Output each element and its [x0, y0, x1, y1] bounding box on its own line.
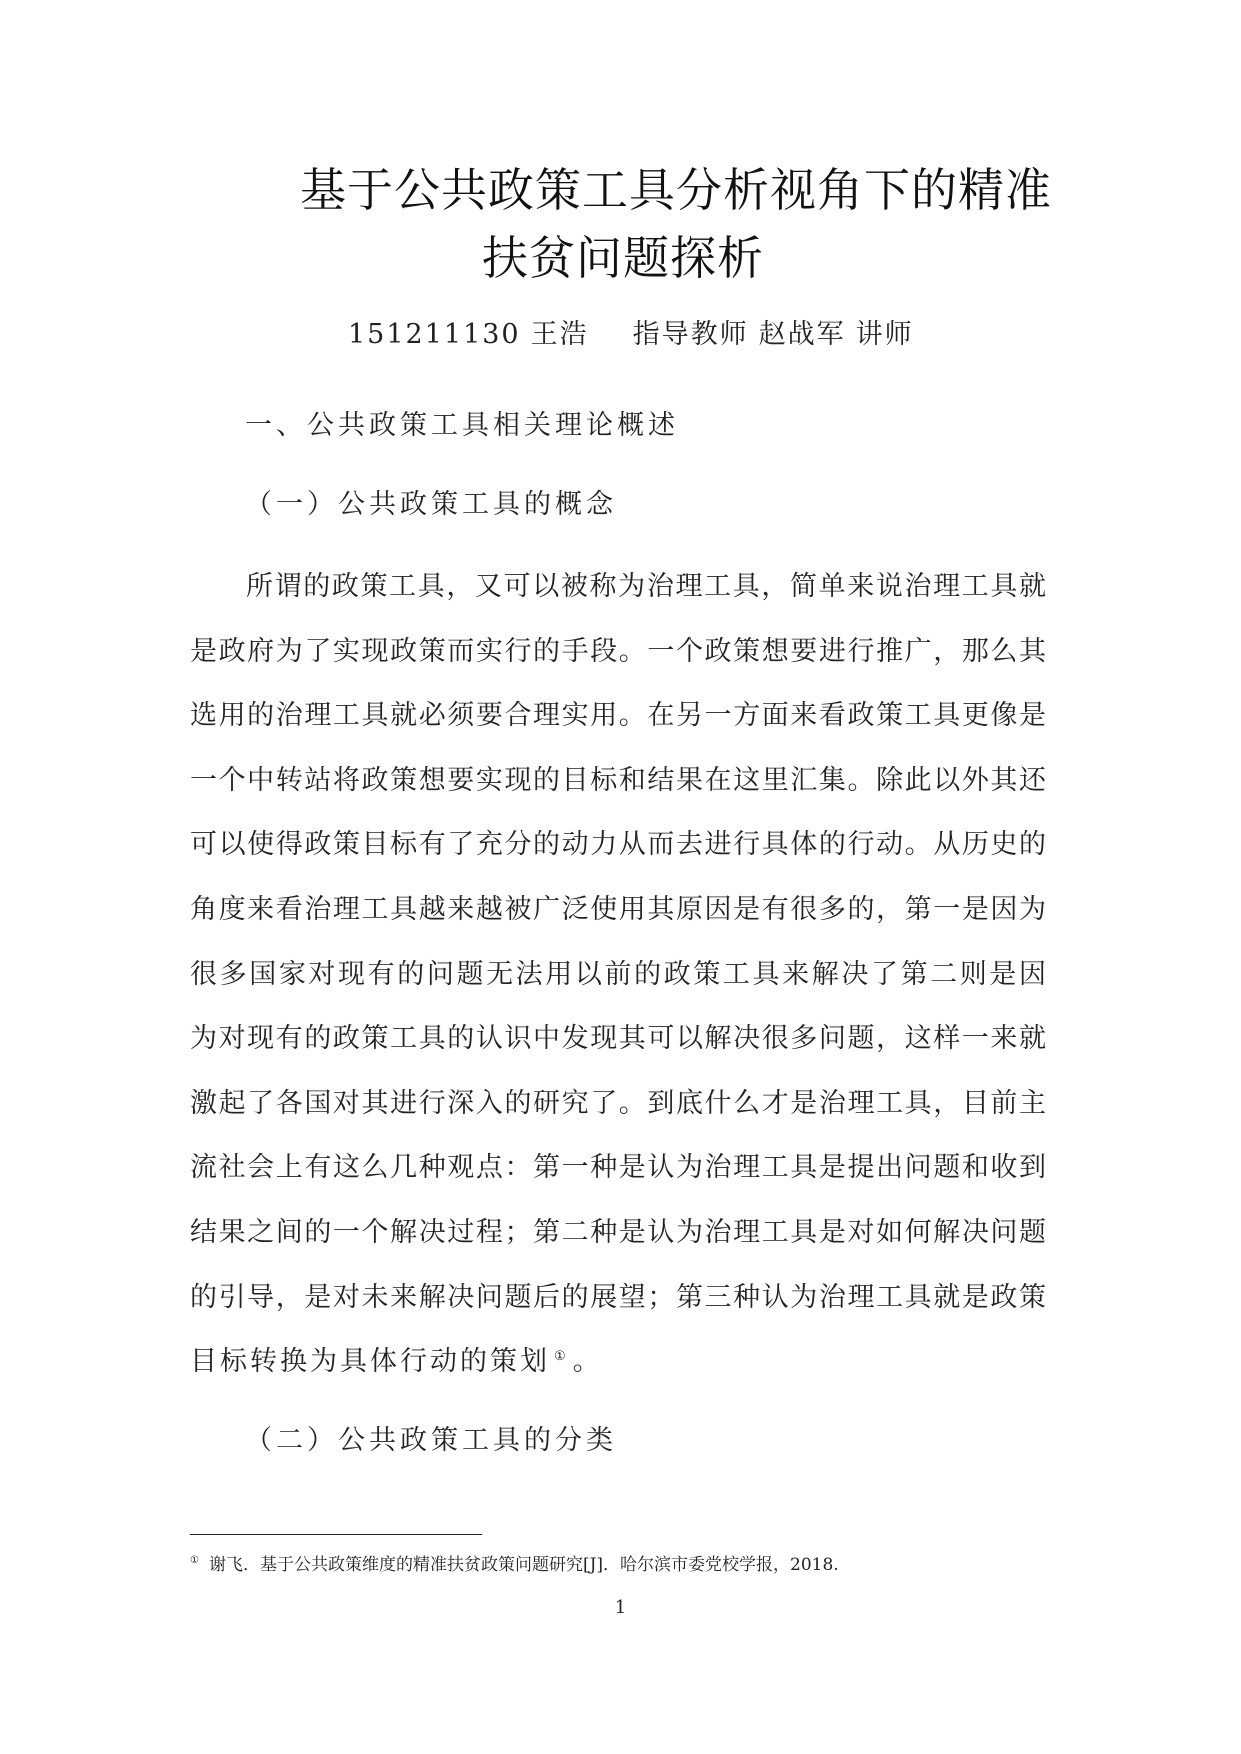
advisor-title: 讲师	[855, 319, 914, 350]
paragraph-line: 所谓的政策工具，又可以被称为治理工具，简单来说治理工具就	[246, 571, 1046, 602]
paragraph-line-text: 目标转换为具体行动的策划	[190, 1346, 550, 1378]
section-heading-1: 一、公共政策工具相关理论概述	[245, 410, 679, 441]
footnote-reference[interactable]: ①	[554, 1349, 569, 1365]
paragraph-line: 结果之间的一个解决过程；第二种是认为治理工具是对如何解决问题	[190, 1216, 1046, 1248]
advisor-label: 指导教师	[632, 319, 749, 350]
paragraph-line: 角度来看治理工具越来越被广泛使用其原因是有很多的，第一是因为	[190, 893, 1046, 925]
paragraph-line: 为对现有的政策工具的认识中发现其可以解决很多问题，这样一来就	[190, 1023, 1046, 1055]
subsection-heading-2: （二）公共政策工具的分类	[245, 1425, 617, 1456]
footnote-divider	[190, 1534, 482, 1535]
document-title-line-2: 扶贫问题探析	[482, 231, 764, 285]
document-title-line-1: 基于公共政策工具分析视角下的精准	[300, 163, 1052, 217]
author-name: 王浩	[530, 319, 589, 350]
footnote	[190, 1550, 839, 1575]
paragraph-last-line	[190, 1330, 1046, 1395]
footnote-mark: ①	[190, 1555, 199, 1567]
paragraph-line: 激起了各国对其进行深入的研究了。到底什么才是治理工具，目前主	[190, 1087, 1046, 1119]
paragraph-line: 流社会上有这么几种观点：第一种是认为治理工具是提出问题和收到	[190, 1152, 1046, 1184]
paragraph-line: 是政府为了实现政策而实行的手段。一个政策想要进行推广，那么其	[190, 635, 1046, 667]
paragraph-line: 选用的治理工具就必须要合理实用。在另一方面来看政策工具更像是	[190, 700, 1046, 732]
author-line	[348, 312, 914, 351]
paragraph-line-end: 。	[572, 1346, 603, 1378]
body-paragraph	[190, 555, 1046, 1395]
advisor-name: 赵战军	[758, 319, 846, 350]
paragraph-line: 一个中转站将政策想要实现的目标和结果在这里汇集。除此以外其还	[190, 764, 1046, 796]
page-number: 1	[614, 1597, 627, 1618]
footnote-text: 谢飞．基于公共政策维度的精准扶贫政策问题研究[J]．哈尔滨市委党校学报，2018.	[208, 1555, 839, 1575]
paragraph-line: 可以使得政策目标有了充分的动力从而去进行具体的行动。从历史的	[190, 829, 1046, 861]
student-id: 151211130	[348, 319, 521, 350]
subsection-heading-1: （一）公共政策工具的概念	[245, 489, 617, 520]
paragraph-line: 很多国家对现有的问题无法用以前的政策工具来解决了第二则是因	[190, 958, 1046, 990]
paragraph-line: 的引导，是对未来解决问题后的展望；第三种认为治理工具就是政策	[190, 1281, 1046, 1313]
